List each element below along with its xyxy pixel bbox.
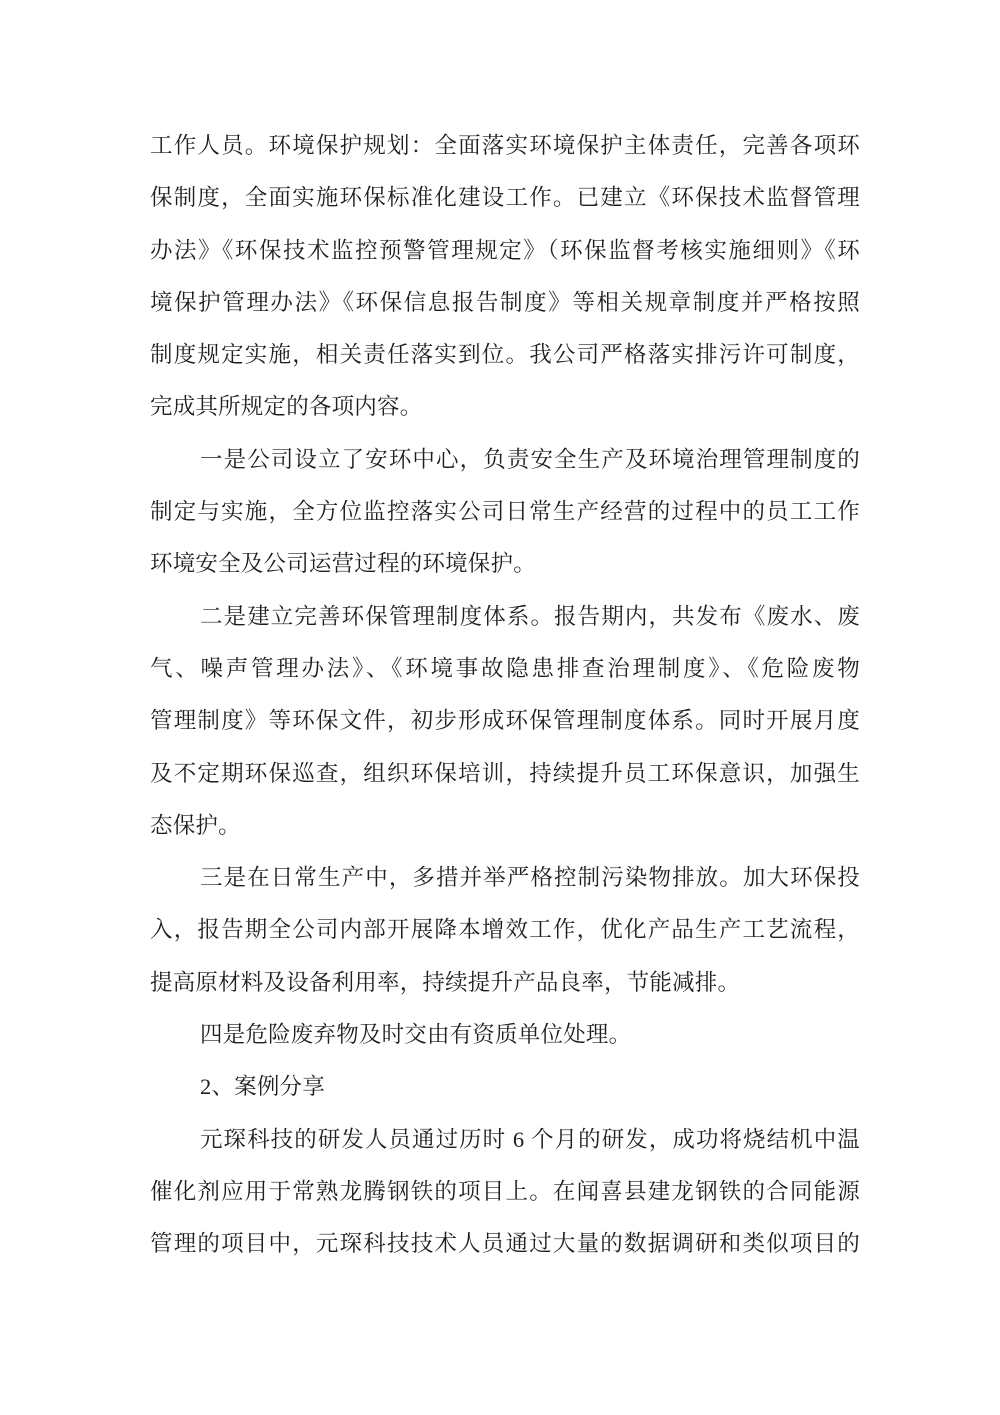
text-line: 四是危险废弃物及时交由有资质单位处理。 [200, 1022, 632, 1048]
text-line: 制定与实施，全方位监控落实公司日常生产经营的过程中的员工工作 [150, 499, 860, 525]
text-line: 境保护管理办法》《环保信息报告制度》等相关规章制度并严格按照 [150, 289, 860, 315]
text-line: 及不定期环保巡查，组织环保培训，持续提升员工环保意识，加强生 [150, 760, 860, 786]
text-line: 保制度，全面实施环保标准化建设工作。已建立《环保技术监督管理 [150, 185, 860, 211]
text-line: 催化剂应用于常熟龙腾钢铁的项目上。在闻喜县建龙钢铁的合同能源 [150, 1178, 860, 1204]
text-line: 工作人员。环境保护规划：全面落实环境保护主体责任，完善各项环 [150, 133, 860, 158]
document-body [150, 120, 860, 1271]
text-line: 管理制度》等环保文件，初步形成环保管理制度体系。同时开展月度 [150, 708, 860, 734]
text-line: 入，报告期全公司内部开展降本增效工作，优化产品生产工艺流程， [150, 917, 860, 943]
text-line: 元琛科技的研发人员通过历时 6 个月的研发，成功将烧结机中温 [200, 1126, 860, 1152]
text-line: 环境安全及公司运营过程的环境保护。 [150, 551, 536, 577]
text-line: 管理的项目中，元琛科技技术人员通过大量的数据调研和类似项目的 [150, 1231, 860, 1257]
text-line: 一是公司设立了安环中心，负责安全生产及环境治理管理制度的 [200, 446, 860, 472]
text-line: 制度规定实施，相关责任落实到位。我公司严格落实排污许可制度， [150, 342, 860, 368]
text-line: 提高原材料及设备利用率，持续提升产品良率，节能减排。 [150, 969, 741, 995]
text-line: 三是在日常生产中，多措并举严格控制污染物排放。加大环保投 [200, 865, 860, 891]
text-line: 态保护。 [150, 812, 241, 838]
text-line: 2、案例分享 [200, 1074, 325, 1100]
text-line: 二是建立完善环保管理制度体系。报告期内，共发布《废水、废 [200, 603, 860, 629]
text-line: 办法》《环保技术监控预警管理规定》（环保监督考核实施细则》《环 [150, 237, 860, 263]
text-line: 完成其所规定的各项内容。 [150, 394, 423, 420]
text-line: 气、噪声管理办法》、《环境事故隐患排查治理制度》、《危险废物 [150, 655, 860, 681]
